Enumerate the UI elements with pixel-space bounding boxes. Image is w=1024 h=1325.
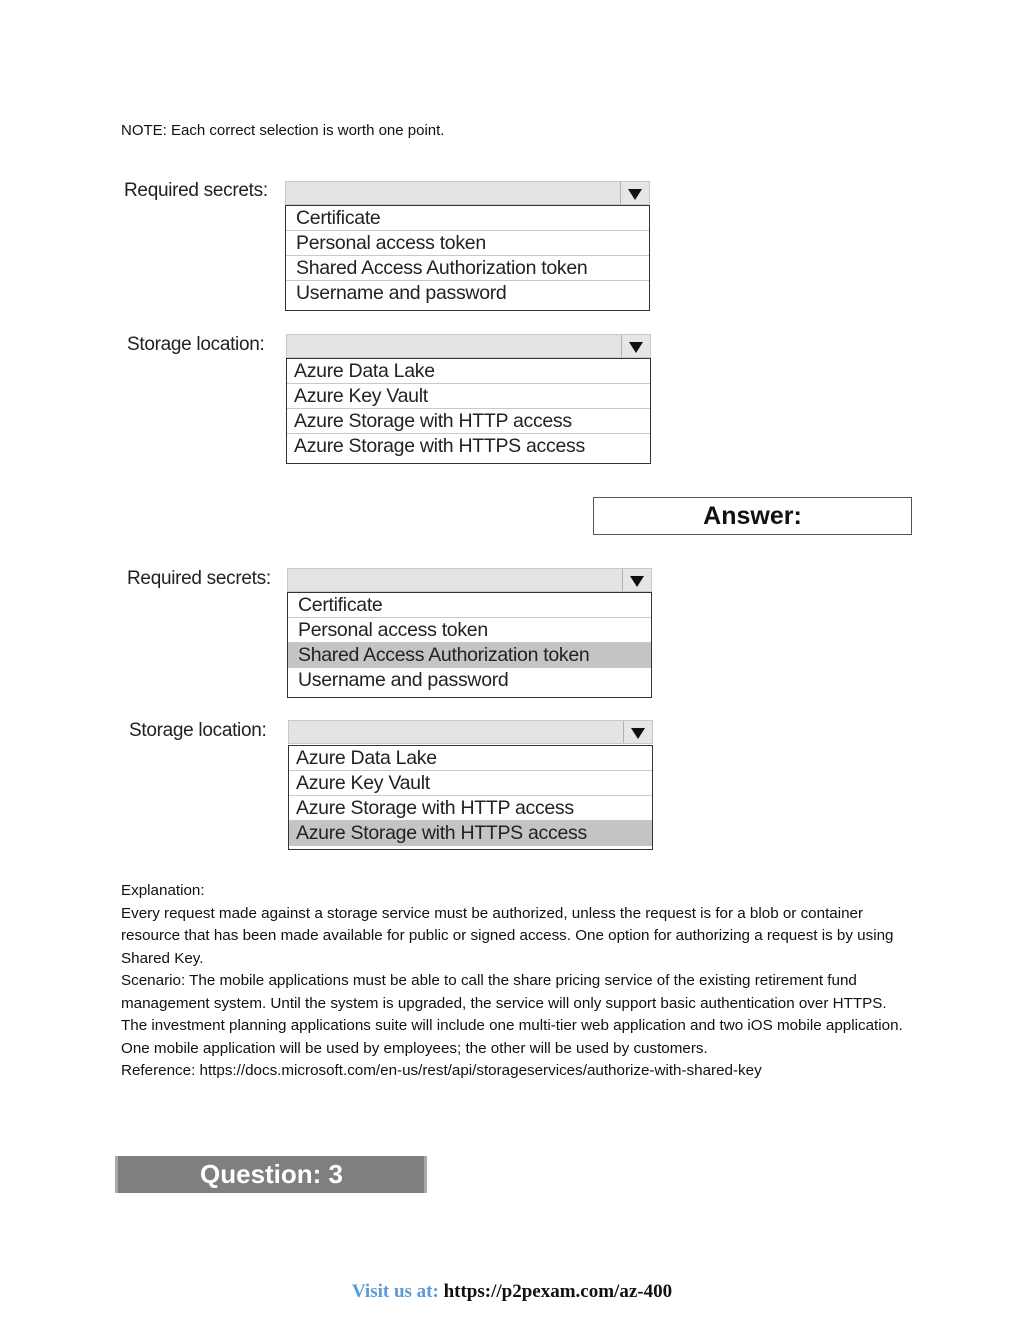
footer-url-link[interactable]: https://p2pexam.com/az-400 <box>443 1281 673 1302</box>
option[interactable]: Shared Access Authorization token <box>286 256 649 281</box>
option[interactable]: Azure Storage with HTTPS access <box>294 435 585 457</box>
explanation-heading: Explanation: <box>121 882 205 899</box>
question-required-secrets <box>124 180 654 315</box>
explanation <box>121 880 921 1083</box>
chevron-down-icon <box>628 189 642 200</box>
option-selected[interactable]: Shared Access Authorization token <box>288 643 651 668</box>
explanation-paragraph: Every request made against a storage service must be authorized, unless the request is for a blob or container resource that has been made available for public or signed access. One option for authorizing a request is by using Shared Key. <box>121 904 894 967</box>
footer <box>0 1281 1024 1303</box>
option[interactable]: Certificate <box>286 206 649 231</box>
option[interactable]: Azure Key Vault <box>289 771 652 796</box>
required-secrets-options <box>285 205 650 311</box>
option[interactable]: Username and password <box>298 669 509 691</box>
storage-location-options <box>286 358 651 464</box>
reference-link: Reference: https://docs.microsoft.com/en-us/rest/api/storageservices/authorize-with-shared-key <box>121 1062 762 1079</box>
dropdown-label: Storage location: <box>127 334 265 355</box>
storage-location-dropdown[interactable] <box>288 720 653 744</box>
visit-label: Visit us at: <box>351 1281 439 1302</box>
required-secrets-dropdown[interactable] <box>287 568 652 592</box>
option[interactable]: Azure Key Vault <box>287 384 650 409</box>
answer-storage-location <box>129 719 659 854</box>
dropdown-arrow-button[interactable] <box>620 182 649 204</box>
chevron-down-icon <box>629 342 643 353</box>
explanation-paragraph: Scenario: The mobile applications must be able to call the share pricing service of the existing retirement fund management system. Until the system is upgraded, the service will only support basic authentication over HTTPS. <box>121 972 887 1012</box>
dropdown-label: Storage location: <box>129 720 267 741</box>
chevron-down-icon <box>630 576 644 587</box>
question-number-banner: Question: 3 <box>115 1156 427 1193</box>
answer-required-secrets <box>127 567 657 702</box>
explanation-paragraph: The investment planning applications suite will include one multi-tier web application and two iOS mobile application. One mobile application will be used by employees; the other will be used by customers. <box>121 1017 903 1057</box>
required-secrets-dropdown[interactable] <box>285 181 650 205</box>
note-text: NOTE: Each correct selection is worth one point. <box>121 122 445 139</box>
option[interactable]: Personal access token <box>288 618 651 643</box>
storage-location-options <box>288 745 653 850</box>
option[interactable]: Username and password <box>296 282 507 304</box>
option[interactable]: Personal access token <box>286 231 649 256</box>
dropdown-arrow-button[interactable] <box>621 335 650 357</box>
answer-heading: Answer: <box>593 497 912 535</box>
storage-location-dropdown[interactable] <box>286 334 651 358</box>
option[interactable]: Azure Storage with HTTP access <box>289 796 652 821</box>
dropdown-label: Required secrets: <box>127 568 271 589</box>
chevron-down-icon <box>631 728 645 739</box>
dropdown-label: Required secrets: <box>124 180 268 201</box>
option[interactable]: Azure Data Lake <box>289 746 652 771</box>
option-selected[interactable]: Azure Storage with HTTPS access <box>289 821 652 846</box>
dropdown-arrow-button[interactable] <box>623 721 652 743</box>
required-secrets-options <box>287 592 652 698</box>
option[interactable]: Certificate <box>288 593 651 618</box>
option[interactable]: Azure Data Lake <box>287 359 650 384</box>
option[interactable]: Azure Storage with HTTP access <box>287 409 650 434</box>
dropdown-arrow-button[interactable] <box>622 569 651 591</box>
question-storage-location <box>127 333 657 468</box>
